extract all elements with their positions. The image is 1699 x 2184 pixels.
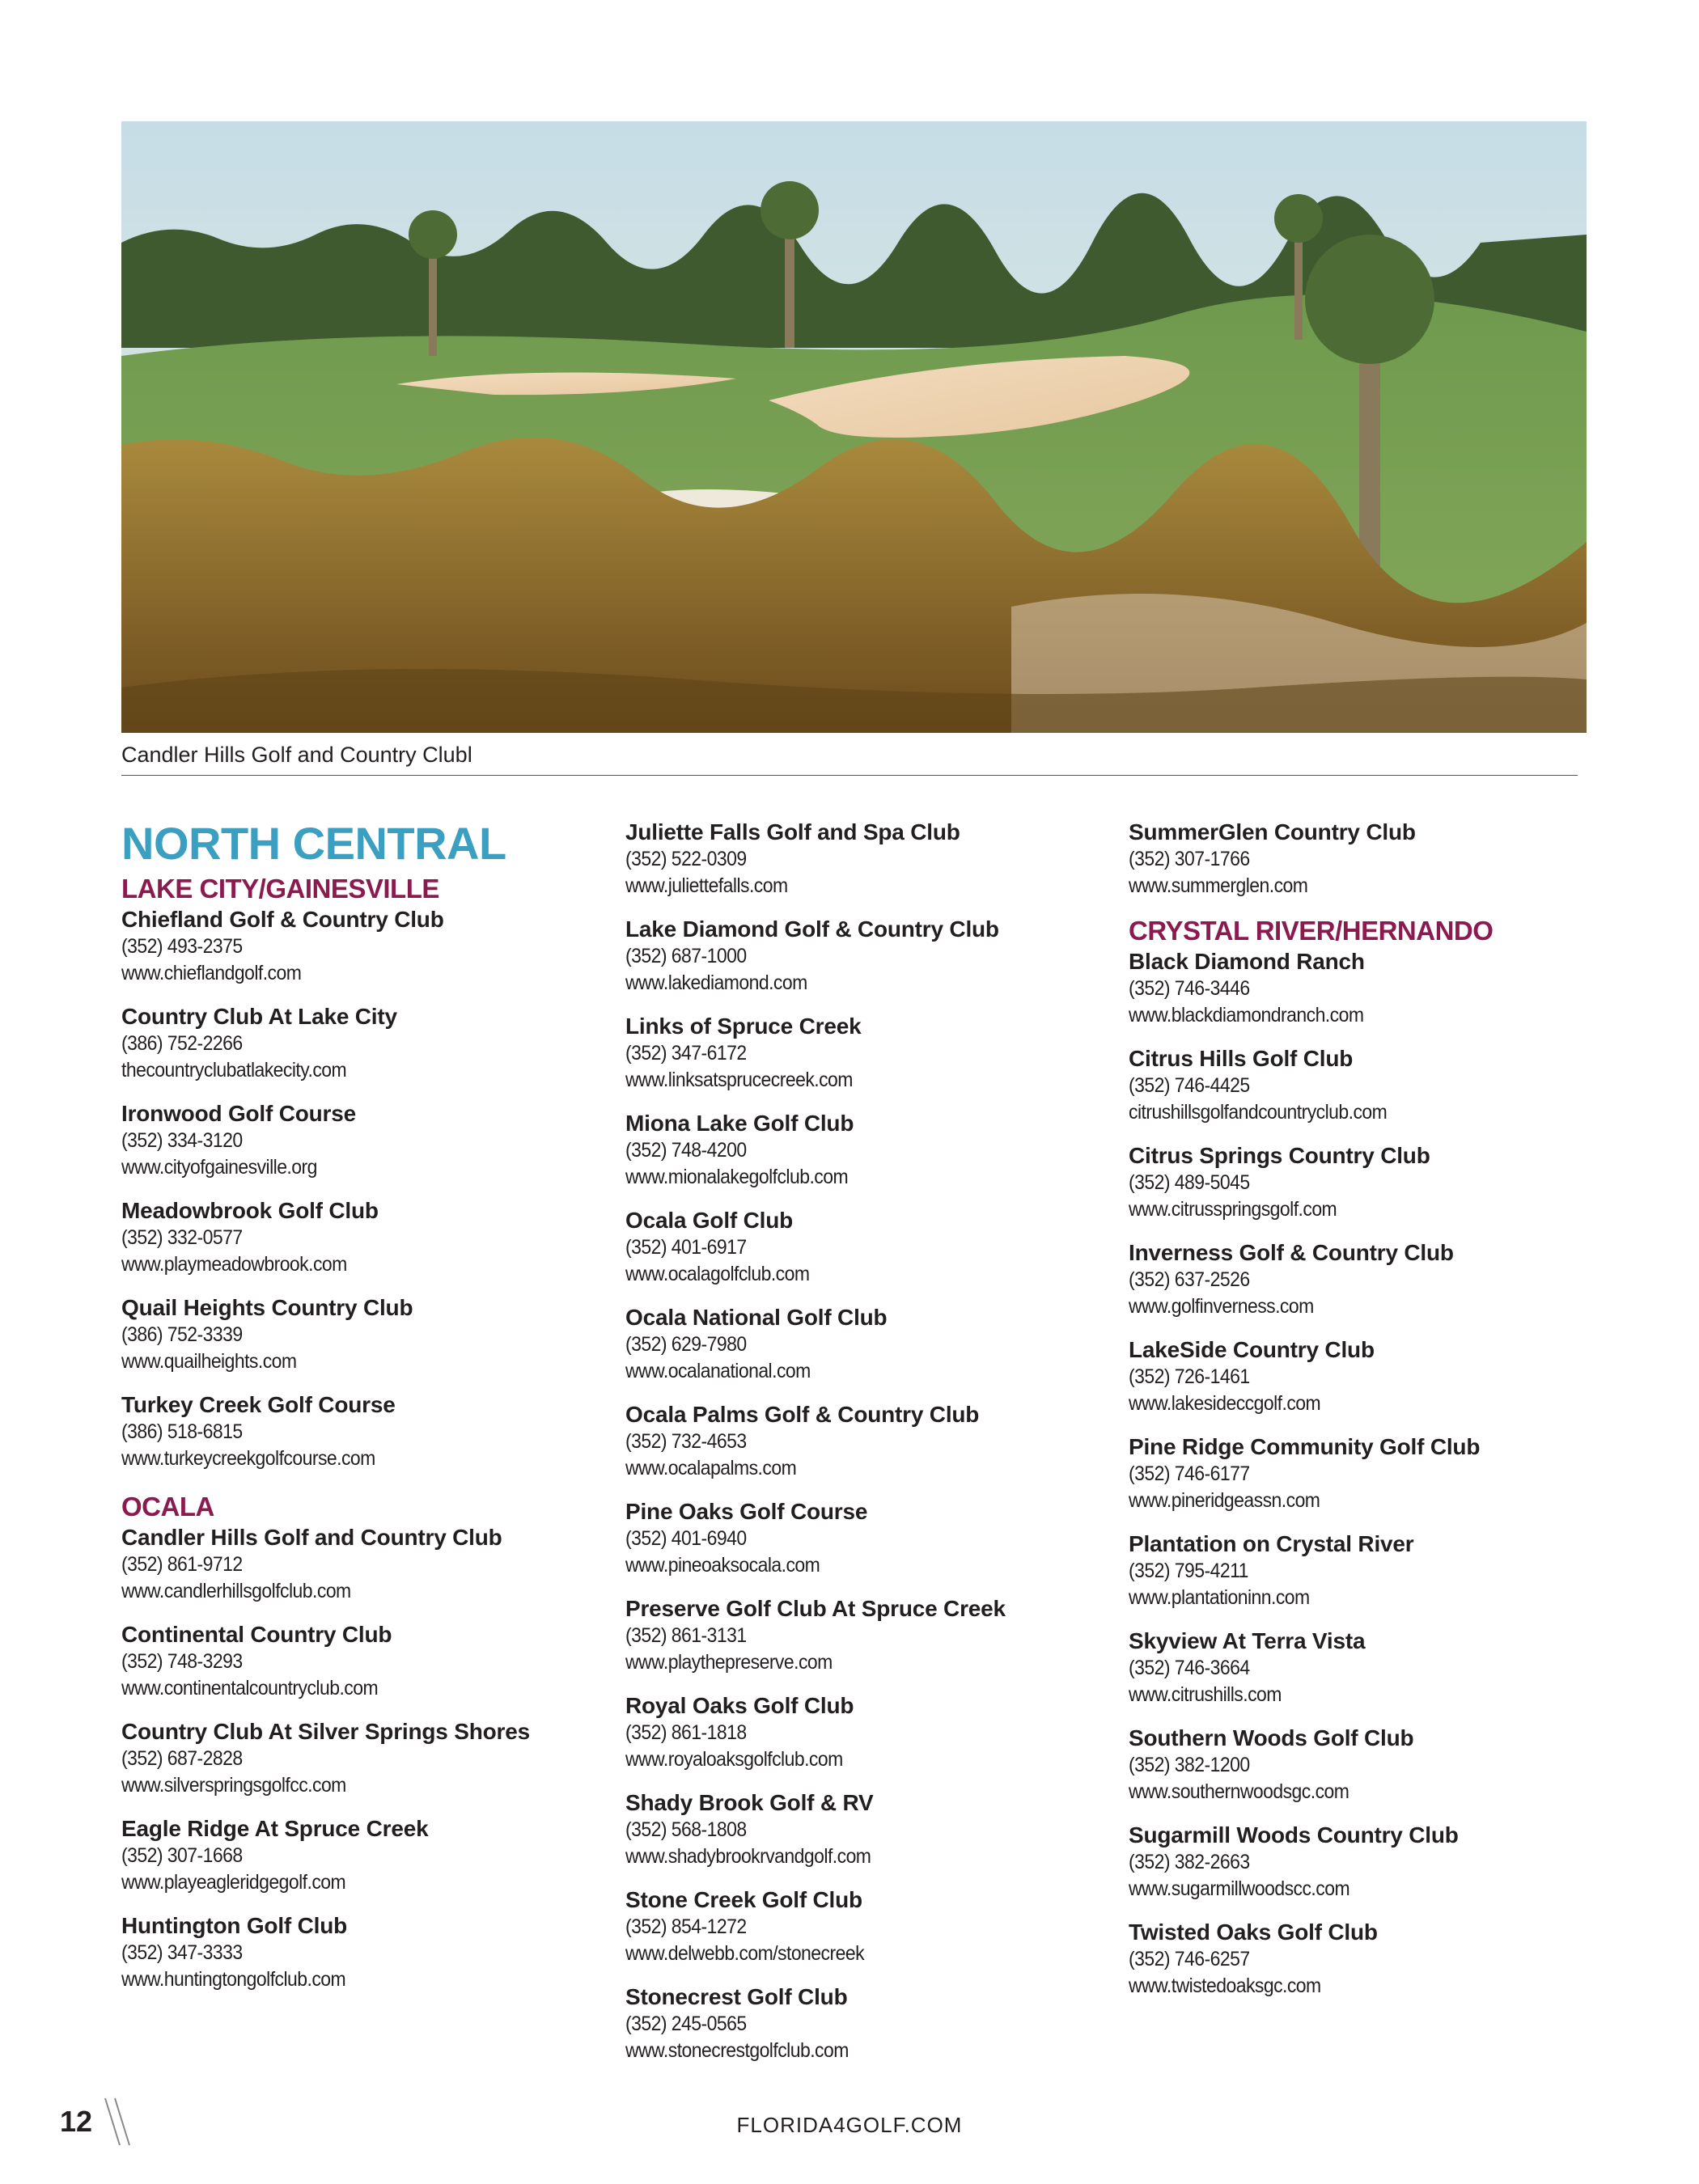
club-entry [121,1294,607,1375]
club-website-link[interactable]: www.continentalcountryclub.com [121,1677,379,1699]
club-entry [1129,1433,1614,1514]
club-phone: (352) 245-0565 [625,2013,747,2035]
club-entry [121,1718,607,1799]
golf-course-photo [121,121,1587,733]
area-list [121,906,607,1472]
club-website-link[interactable]: thecountryclubatlakecity.com [121,1059,347,1081]
club-website-link[interactable]: www.shadybrookrvandgolf.com [625,1845,871,1868]
area-list [625,819,1111,2064]
club-website-link[interactable]: www.mionalakegolfclub.com [625,1166,849,1188]
club-phone: (352) 382-2663 [1129,1851,1250,1873]
club-phone: (352) 307-1668 [121,1844,243,1867]
club-entry [121,1912,607,1993]
club-phone: (352) 334-3120 [121,1129,243,1152]
club-phone: (352) 746-6257 [1129,1948,1250,1970]
club-entry [625,1013,1111,1094]
club-name: Plantation on Crystal River [1129,1531,1414,1556]
club-website-link[interactable]: www.pineridgeassn.com [1129,1489,1320,1512]
club-entry [1129,1822,1614,1903]
club-phone: (352) 687-2828 [121,1747,243,1770]
area-list [121,1524,607,1993]
club-website-link[interactable]: www.plantationinn.com [1129,1586,1310,1609]
club-website-link[interactable]: www.lakesideccgolf.com [1129,1392,1321,1415]
club-phone: (352) 493-2375 [121,935,243,958]
club-entry [121,1100,607,1181]
club-phone: (352) 732-4653 [625,1430,747,1453]
club-phone: (352) 861-1818 [625,1721,747,1744]
club-phone: (352) 347-6172 [625,1042,747,1064]
club-name: Black Diamond Ranch [1129,949,1365,974]
club-entry [625,1983,1111,2064]
club-phone: (352) 568-1808 [625,1818,747,1841]
club-phone: (352) 347-3333 [121,1941,243,1964]
club-phone: (352) 401-6940 [625,1527,747,1550]
club-phone: (386) 752-2266 [121,1032,243,1055]
club-entry [625,1401,1111,1482]
club-name: Eagle Ridge At Spruce Creek [121,1816,429,1841]
club-website-link[interactable]: www.golfinverness.com [1129,1295,1314,1318]
club-website-link[interactable]: www.silverspringsgolfcc.com [121,1774,346,1797]
club-name: Country Club At Silver Springs Shores [121,1719,530,1744]
club-website-link[interactable]: www.candlerhillsgolfclub.com [121,1580,351,1602]
club-website-link[interactable]: www.delwebb.com/stonecreek [625,1942,865,1965]
club-entry [625,1304,1111,1385]
club-website-link[interactable]: www.lakediamond.com [625,971,807,994]
club-website-link[interactable]: www.citrusspringsgolf.com [1129,1198,1337,1221]
club-phone: (352) 401-6917 [625,1236,747,1259]
club-name: Ironwood Golf Course [121,1101,356,1126]
club-name: Royal Oaks Golf Club [625,1693,854,1718]
club-website-link[interactable]: www.southernwoodsgc.com [1129,1780,1349,1803]
club-name: Candler Hills Golf and Country Club [121,1525,502,1550]
club-entry [1129,1725,1614,1805]
club-name: Citrus Hills Golf Club [1129,1046,1354,1071]
club-phone: (352) 748-3293 [121,1650,243,1673]
club-phone: (352) 748-4200 [625,1139,747,1162]
club-phone: (352) 854-1272 [625,1915,747,1938]
club-entry [625,916,1111,997]
club-phone: (352) 522-0309 [625,848,747,870]
club-entry [625,1595,1111,1676]
club-name: Pine Ridge Community Golf Club [1129,1434,1481,1459]
club-website-link[interactable]: www.huntingtongolfclub.com [121,1968,346,1991]
area-list [1129,819,1614,899]
area-list [1129,948,1614,2000]
club-name: Twisted Oaks Golf Club [1129,1919,1378,1945]
club-name: Lake Diamond Golf & Country Club [625,916,999,942]
club-name: Stonecrest Golf Club [625,1984,848,2009]
club-name: Sugarmill Woods Country Club [1129,1822,1459,1848]
club-name: Country Club At Lake City [121,1004,397,1029]
club-name: Southern Woods Golf Club [1129,1725,1414,1750]
club-entry [121,1815,607,1896]
area-title: OCALA [121,1492,214,1522]
club-name: Huntington Golf Club [121,1913,348,1938]
club-phone: (352) 489-5045 [1129,1171,1250,1194]
club-website-link[interactable]: citrushillsgolfandcountryclub.com [1129,1101,1388,1124]
club-entry [625,1789,1111,1870]
club-website-link[interactable]: www.twistedoaksgc.com [1129,1974,1321,1997]
club-phone: (352) 861-3131 [625,1624,747,1647]
club-name: Meadowbrook Golf Club [121,1198,379,1223]
club-name: Miona Lake Golf Club [625,1111,854,1136]
club-entry [121,1003,607,1084]
club-entry [121,1524,607,1605]
club-phone: (352) 307-1766 [1129,848,1250,870]
region-title: NORTH CENTRAL [121,818,506,869]
club-name: Preserve Golf Club At Spruce Creek [625,1596,1006,1621]
club-entry [121,906,607,987]
club-name: Chiefland Golf & Country Club [121,907,444,932]
club-website-link[interactable]: www.turkeycreekgolfcourse.com [121,1447,375,1470]
club-phone: (386) 752-3339 [121,1323,243,1346]
club-website-link[interactable]: www.ocalagolfclub.com [625,1263,810,1285]
club-phone: (352) 746-3446 [1129,977,1250,1000]
photo-caption: Candler Hills Golf and Country Clubl [121,743,472,767]
club-phone: (352) 637-2526 [1129,1268,1250,1291]
club-website-link[interactable]: www.playeagleridgegolf.com [121,1871,346,1894]
club-entry [625,1110,1111,1191]
club-website-link[interactable]: www.summerglen.com [1129,874,1308,897]
club-phone: (352) 726-1461 [1129,1365,1250,1388]
club-phone: (352) 795-4211 [1129,1560,1248,1582]
club-name: Skyview At Terra Vista [1129,1628,1366,1653]
club-phone: (352) 861-9712 [121,1553,243,1576]
club-entry [625,1207,1111,1288]
club-name: Pine Oaks Golf Course [625,1499,868,1524]
club-website-link[interactable]: www.ocalapalms.com [625,1457,797,1479]
club-entry [121,1391,607,1472]
club-phone: (352) 382-1200 [1129,1754,1250,1776]
club-entry [625,1692,1111,1773]
club-name: SummerGlen Country Club [1129,819,1416,844]
club-name: Inverness Golf & Country Club [1129,1240,1454,1265]
club-name: Turkey Creek Golf Course [121,1392,396,1417]
club-name: Stone Creek Golf Club [625,1887,862,1912]
club-phone: (386) 518-6815 [121,1420,243,1443]
club-website-link[interactable]: www.quailheights.com [121,1350,297,1373]
club-website-link[interactable]: www.cityofgainesville.org [121,1156,317,1179]
club-website-link[interactable]: www.playthepreserve.com [625,1651,833,1674]
area-title: CRYSTAL RIVER/HERNANDO [1129,916,1494,946]
club-website-link[interactable]: www.ocalanational.com [625,1360,811,1382]
club-entry [625,1498,1111,1579]
club-entry [1129,1627,1614,1708]
club-phone: (352) 629-7980 [625,1333,747,1356]
site-url: FLORIDA4GOLF.COM [736,2113,963,2137]
club-name: Ocala Palms Golf & Country Club [625,1402,980,1427]
club-website-link[interactable]: www.playmeadowbrook.com [121,1253,347,1276]
club-name: Ocala National Golf Club [625,1305,888,1330]
club-name: Ocala Golf Club [625,1208,794,1233]
club-phone: (352) 746-6177 [1129,1462,1250,1485]
club-entry [625,819,1111,899]
caption-divider [121,775,1578,776]
club-website-link[interactable]: www.pineoaksocala.com [625,1554,820,1577]
club-phone: (352) 687-1000 [625,945,747,967]
column-2 [625,819,1111,2080]
club-entry [1129,819,1614,899]
column-1 [121,819,607,2009]
club-website-link[interactable]: www.juliettefalls.com [625,874,788,897]
club-entry [1129,1239,1614,1320]
club-website-link[interactable]: www.royaloaksgolfclub.com [625,1748,843,1771]
club-entry [121,1197,607,1278]
club-phone: (352) 746-3664 [1129,1657,1250,1679]
club-name: Links of Spruce Creek [625,1014,862,1039]
club-website-link[interactable]: www.stonecrestgolfclub.com [625,2039,849,2062]
club-phone: (352) 332-0577 [121,1226,243,1249]
club-phone: (352) 746-4425 [1129,1074,1250,1097]
club-name: Citrus Springs Country Club [1129,1143,1430,1168]
club-website-link[interactable]: www.linksatsprucecreek.com [625,1069,853,1091]
club-website-link[interactable]: www.blackdiamondranch.com [1129,1004,1364,1026]
page-number: 12 [60,2105,93,2138]
club-name: LakeSide Country Club [1129,1337,1375,1362]
club-entry [121,1621,607,1702]
club-name: Shady Brook Golf & RV [625,1790,874,1815]
club-entry [1129,1919,1614,2000]
club-website-link[interactable]: www.sugarmillwoodscc.com [1129,1877,1350,1900]
club-name: Continental Country Club [121,1622,392,1647]
column-3 [1129,819,1614,2016]
club-entry [1129,1142,1614,1223]
club-entry [1129,1336,1614,1417]
club-name: Juliette Falls Golf and Spa Club [625,819,960,844]
club-website-link[interactable]: www.citrushills.com [1129,1683,1282,1706]
club-entry [1129,1045,1614,1126]
club-entry [1129,1530,1614,1611]
club-name: Quail Heights Country Club [121,1295,413,1320]
area-title: LAKE CITY/GAINESVILLE [121,874,439,904]
club-entry [625,1886,1111,1967]
club-website-link[interactable]: www.chieflandgolf.com [121,962,302,984]
club-entry [1129,948,1614,1029]
